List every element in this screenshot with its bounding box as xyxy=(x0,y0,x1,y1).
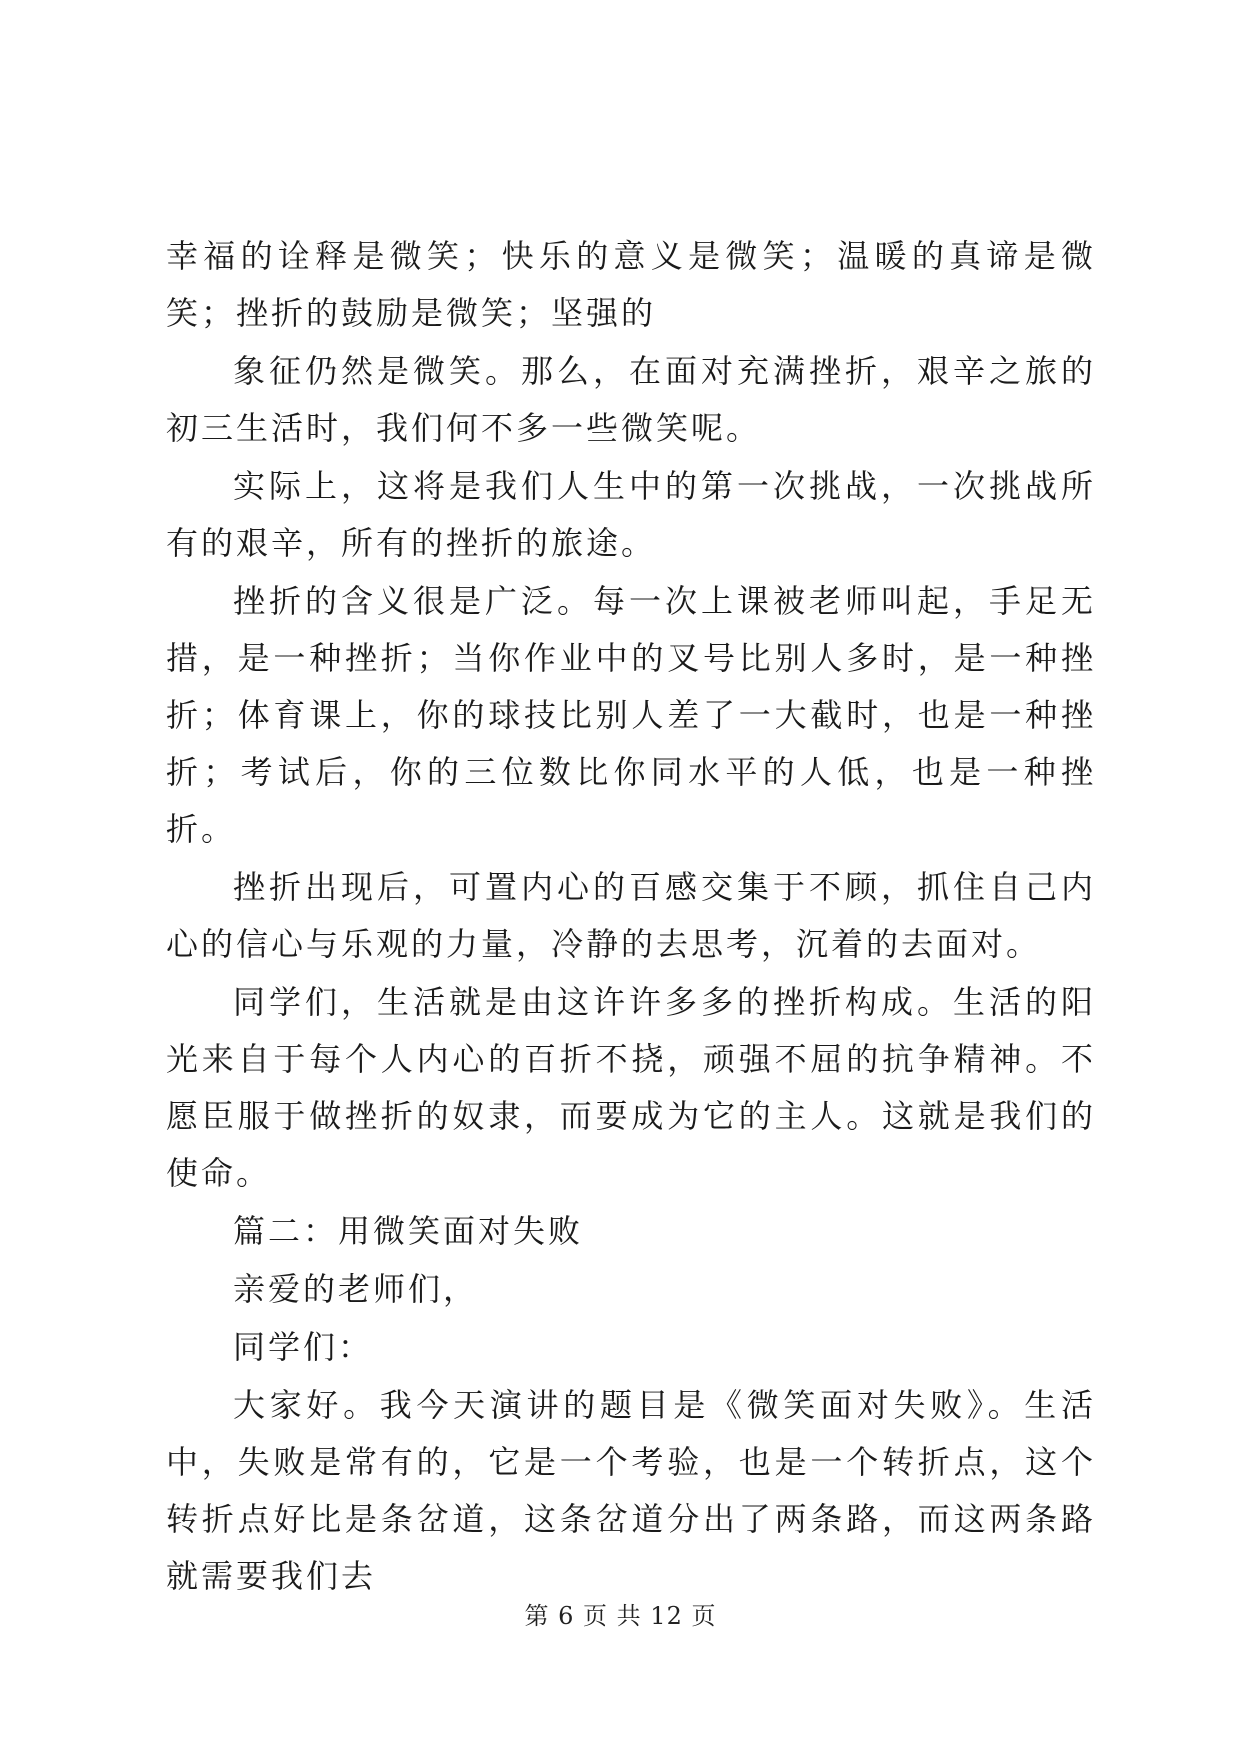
paragraph: 象征仍然是微笑。那么，在面对充满挫折，艰辛之旅的初三生活时，我们何不多一些微笑呢。 xyxy=(166,352,1096,447)
section-heading: 篇二：用微笑面对失败 xyxy=(233,1212,584,1250)
paragraph: 幸福的诠释是微笑；快乐的意义是微笑；温暖的真谛是微笑；挫折的鼓励是微笑；坚强的 xyxy=(166,237,1096,332)
paragraph: 实际上，这将是我们人生中的第一次挑战，一次挑战所有的艰辛，所有的挫折的旅途。 xyxy=(166,467,1096,562)
paragraph: 挫折出现后，可置内心的百感交集于不顾，抓住自己内心的信心与乐观的力量，冷静的去思考，沉着的去面对。 xyxy=(166,868,1096,963)
salutation-line: 亲爱的老师们， xyxy=(233,1270,479,1308)
paragraph: 挫折的含义很是广泛。每一次上课被老师叫起，手足无措，是一种挫折；当你作业中的叉号比别人多时，是一种挫折；体育课上，你的球技比别人差了一大截时，也是一种挫折；考试后，你的三位数比你同水平的人低，也是一种挫折。 xyxy=(166,582,1096,848)
paragraph: 同学们，生活就是由这许许多多的挫折构成。生活的阳光来自于每个人内心的百折不挠，顽强不屈的抗争精神。不愿臣服于做挫折的奴隶，而要成为它的主人。这就是我们的使命。 xyxy=(166,983,1096,1192)
document-body xyxy=(166,228,1096,1606)
page-number-footer: 第 6 页 共 12 页 xyxy=(524,1602,717,1630)
salutation-line: 同学们： xyxy=(233,1328,374,1366)
paragraph: 大家好。我今天演讲的题目是《微笑面对失败》。生活中，失败是常有的，它是一个考验，也是一个转折点，这个转折点好比是条岔道，这条岔道分出了两条路，而这两条路就需要我们去 xyxy=(166,1386,1096,1595)
